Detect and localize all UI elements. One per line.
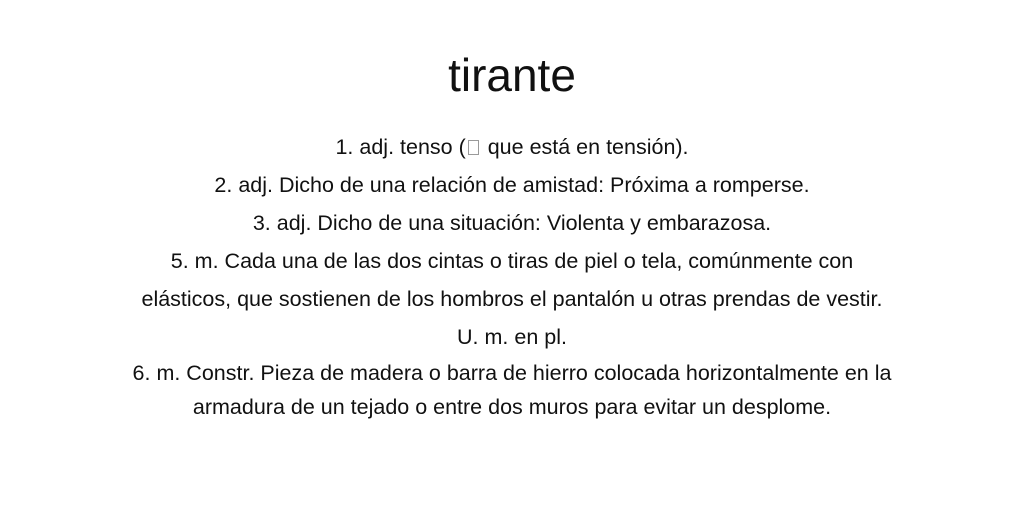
definition-5-usage-note: U. m. en pl.	[457, 325, 567, 349]
definition-5-line-2: elásticos, que sostienen de los hombros el pantalón u otras prendas de vestir.	[141, 287, 883, 311]
definition-1-text-end: que está en tensión).	[481, 135, 689, 159]
definition-6-line-1: 6. m. Constr. Pieza de madera o barra de hierro colocada horizontalmente en la	[132, 361, 892, 385]
definition-2: 2. adj. Dicho de una relación de amistad: Próxima a romperse.	[214, 173, 810, 197]
definition-1	[0, 128, 1024, 166]
definitions-list	[0, 128, 1024, 424]
definition-3: 3. adj. Dicho de una situación: Violenta y embarazosa.	[252, 211, 772, 235]
definition-1-text-start: 1. adj. tenso (	[335, 135, 466, 159]
definition-6-line-2: armadura de un tejado o entre dos muros para evitar un desplome.	[192, 395, 832, 419]
headword: tirante	[448, 49, 576, 101]
arrow-icon	[468, 140, 479, 155]
definition-5-line-1: 5. m. Cada una de las dos cintas o tiras de piel o tela, comúnmente con	[170, 249, 854, 273]
